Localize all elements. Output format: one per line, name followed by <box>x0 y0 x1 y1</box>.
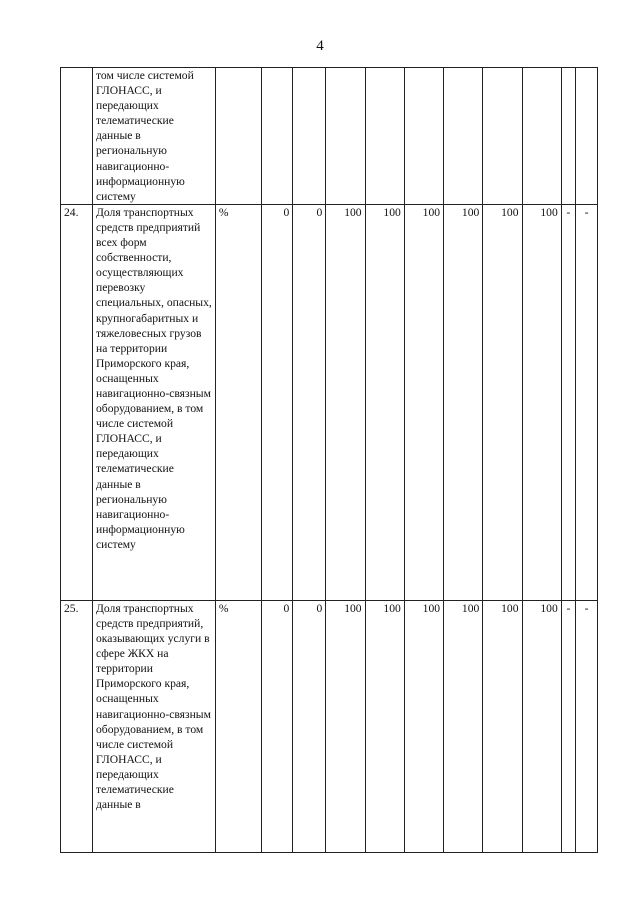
value-cell: - <box>576 204 598 600</box>
value-cell <box>483 68 522 205</box>
value-cell: 100 <box>483 204 522 600</box>
page-number: 4 <box>316 38 324 54</box>
value-cell <box>326 68 365 205</box>
value-cell: - <box>561 204 575 600</box>
value-cell: 100 <box>365 600 404 852</box>
value-cell: 100 <box>522 600 561 852</box>
row-number <box>61 68 93 205</box>
unit-cell <box>215 68 261 205</box>
unit-cell: % <box>215 204 261 600</box>
value-cell: 100 <box>444 204 483 600</box>
value-cell <box>522 68 561 205</box>
value-cell: 0 <box>293 600 326 852</box>
value-cell <box>444 68 483 205</box>
value-cell: 100 <box>404 204 443 600</box>
indicator-name: Доля транспортных средств предприятий, оказывающих услуги в сфере ЖКХ на территории Приморского края, оснащенных навигационно-связным оборудованием, в том числе системой ГЛОНАСС, и передающих телематические данные в <box>93 600 216 852</box>
value-cell <box>262 68 293 205</box>
value-cell: 100 <box>326 600 365 852</box>
value-cell: 0 <box>262 204 293 600</box>
value-cell: 0 <box>293 204 326 600</box>
table-row <box>61 68 598 205</box>
value-cell: 100 <box>483 600 522 852</box>
value-cell <box>404 68 443 205</box>
value-cell: - <box>576 600 598 852</box>
value-cell <box>293 68 326 205</box>
unit-cell: % <box>215 600 261 852</box>
value-cell: 100 <box>365 204 404 600</box>
indicators-table <box>60 67 598 853</box>
row-number: 24. <box>61 204 93 600</box>
value-cell <box>576 68 598 205</box>
table-row <box>61 204 598 600</box>
value-cell: 100 <box>522 204 561 600</box>
value-cell: 0 <box>262 600 293 852</box>
row-number: 25. <box>61 600 93 852</box>
value-cell: 100 <box>444 600 483 852</box>
indicator-name: Доля транспортных средств предприятий всех форм собственности, осуществляющих перевозку специальных, опасных, крупногабаритных и тяжеловесных грузов на территории Приморского края, оснащенных навигационно-связным оборудованием, в том числе системой ГЛОНАСС, и передающих телематические данные в региональную навигационно-информационную систему <box>93 204 216 600</box>
value-cell: 100 <box>326 204 365 600</box>
value-cell <box>365 68 404 205</box>
value-cell: - <box>561 600 575 852</box>
indicator-name: том числе системой ГЛОНАСС, и передающих телематические данные в региональную навигационно-информационную систему <box>93 68 216 205</box>
value-cell: 100 <box>404 600 443 852</box>
value-cell <box>561 68 575 205</box>
table-row <box>61 600 598 852</box>
